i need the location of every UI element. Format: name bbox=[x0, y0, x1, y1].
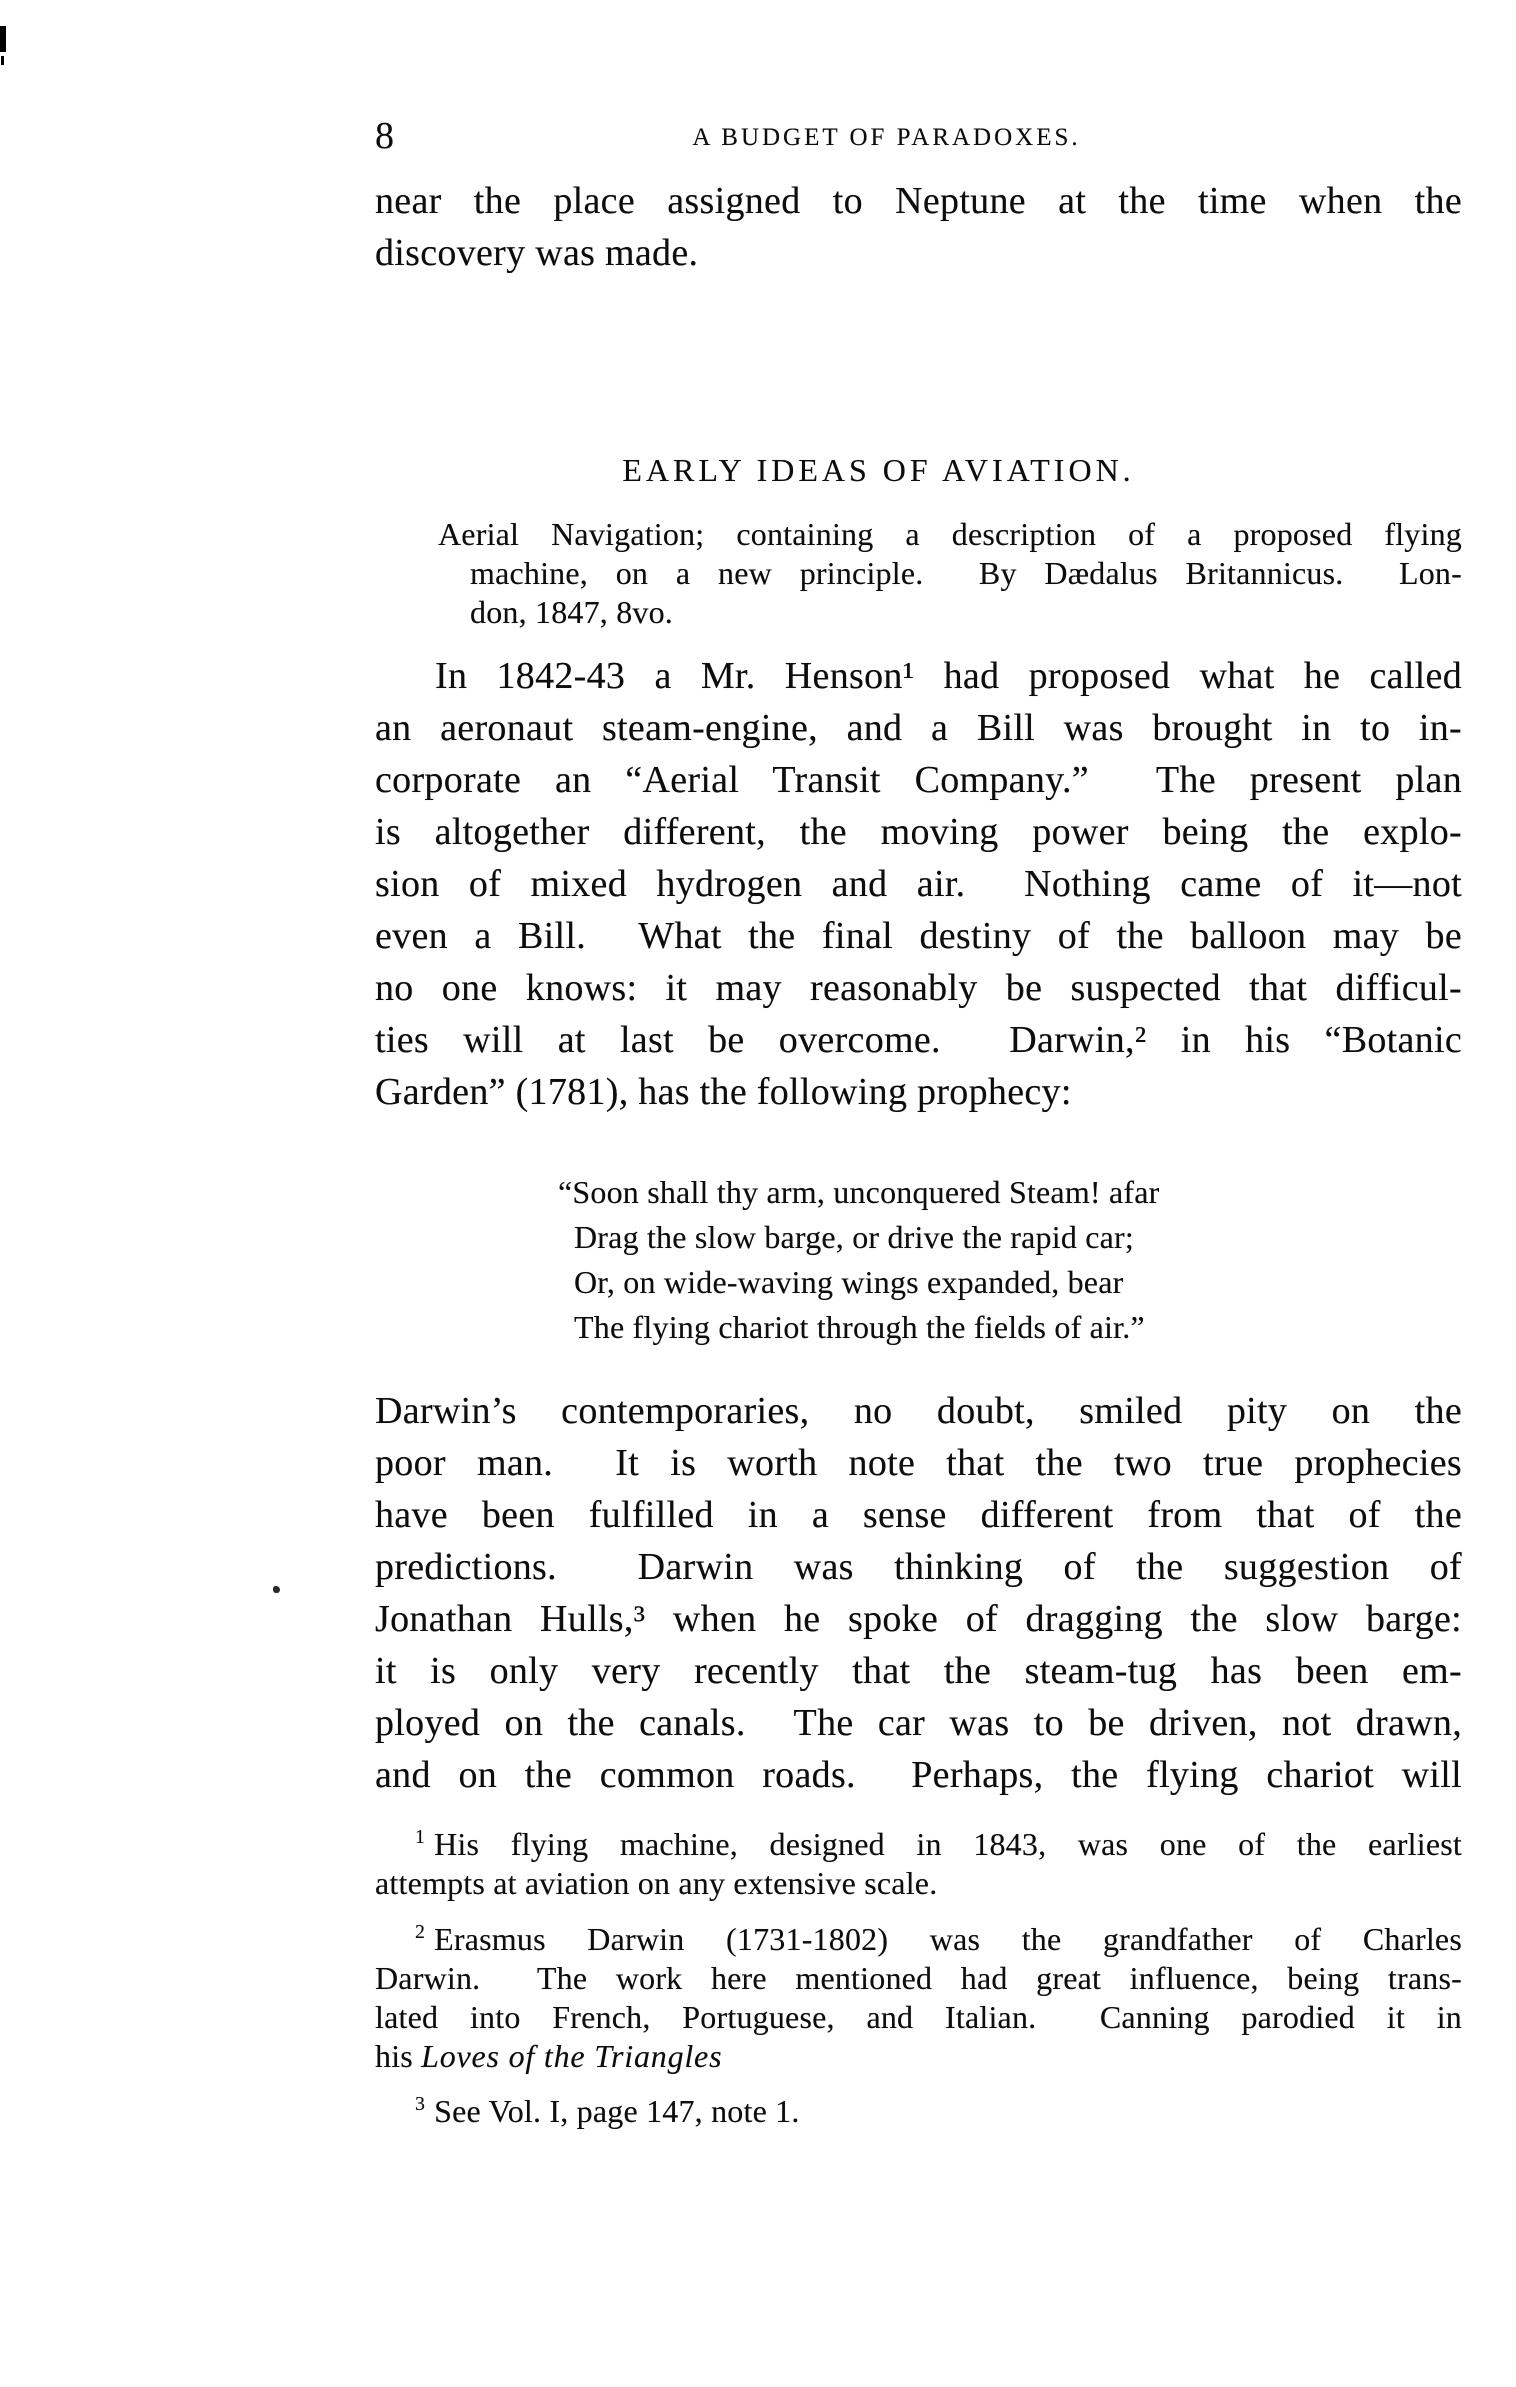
paragraph-line: ployed on the canals. The car was to be driven, not drawn, bbox=[375, 1702, 1462, 1744]
paragraph-line: an aeronaut steam-engine, and a Bill was brought in to in- bbox=[375, 707, 1462, 749]
footnote-marker: 1 bbox=[415, 1826, 426, 1849]
paragraph-line: Darwin’s contemporaries, no doubt, smiled pity on the bbox=[375, 1390, 1462, 1432]
paragraph-line: it is only very recently that the steam-tug has been em- bbox=[375, 1650, 1462, 1692]
paragraph-line: Jonathan Hulls,³ when he spoke of dragging the slow barge: bbox=[375, 1598, 1462, 1640]
paragraph-line: predictions. Darwin was thinking of the suggestion of bbox=[375, 1546, 1462, 1588]
paragraph-line: corporate an “Aerial Transit Company.” The present plan bbox=[375, 759, 1462, 801]
section-heading: EARLY IDEAS OF AVIATION. bbox=[622, 452, 1135, 488]
footnote-marker: 2 bbox=[415, 1921, 426, 1944]
footnote-line bbox=[375, 1825, 1462, 1864]
footnote-3 bbox=[375, 2092, 1462, 2131]
paragraph-line: ties will at last be overcome. Darwin,² in his “Botanic bbox=[375, 1019, 1462, 1061]
body-paragraph-1 bbox=[375, 650, 1462, 1118]
citation-line: Aerial Navigation; containing a description of a proposed flying bbox=[438, 516, 1462, 552]
paragraph-line: no one knows: it may reasonably be suspected that difficul- bbox=[375, 967, 1462, 1009]
footnote-text: Erasmus Darwin (1731-1802) was the grandfather of Charles bbox=[434, 1921, 1462, 1957]
footnote-text: His flying machine, designed in 1843, was one of the earliest bbox=[434, 1826, 1462, 1862]
paragraph-line: and on the common roads. Perhaps, the flying chariot will bbox=[375, 1754, 1462, 1796]
scan-artifact-dot bbox=[1, 56, 4, 65]
scan-speck bbox=[273, 1586, 280, 1593]
running-title: A BUDGET OF PARADOXES. bbox=[692, 124, 1081, 151]
paragraph-line: poor man. It is worth note that the two true prophecies bbox=[375, 1442, 1462, 1484]
body-paragraph-2 bbox=[375, 1385, 1462, 1801]
paragraph-line: Garden” (1781), has the following prophecy: bbox=[375, 1071, 1072, 1113]
page-number: 8 bbox=[375, 115, 394, 157]
footnote-line bbox=[375, 2037, 1462, 2076]
footnote-1 bbox=[375, 1825, 1462, 1903]
footnote-text: his bbox=[375, 2038, 422, 2074]
footnote-line bbox=[375, 2092, 1462, 2131]
text-column bbox=[375, 115, 1462, 2131]
page-header bbox=[375, 115, 1462, 157]
footnote-2 bbox=[375, 1920, 1462, 2076]
footnote-text: See Vol. I, page 147, note 1. bbox=[434, 2093, 800, 2129]
footnote-marker: 3 bbox=[415, 2093, 426, 2116]
paragraph-line: sion of mixed hydrogen and air. Nothing came of it—not bbox=[375, 863, 1462, 905]
paragraph-line: is altogether different, the moving power being the explo- bbox=[375, 811, 1462, 853]
footnote-line: Darwin. The work here mentioned had great influence, being trans- bbox=[375, 1960, 1462, 1996]
footnote-line: lated into French, Portuguese, and Italian. Canning parodied it in bbox=[375, 1999, 1462, 2035]
intro-paragraph bbox=[375, 175, 1462, 279]
footnotes-section bbox=[375, 1825, 1462, 2131]
poem-line: Or, on wide-waving wings expanded, bear bbox=[574, 1264, 1124, 1300]
footnote-italic-title: Loves of the Triangles bbox=[421, 2038, 723, 2074]
poem-line: The flying chariot through the fields of air.” bbox=[574, 1309, 1145, 1345]
poem-line: Drag the slow barge, or drive the rapid car; bbox=[574, 1219, 1135, 1255]
paragraph-line: near the place assigned to Neptune at the time when the bbox=[375, 180, 1462, 222]
citation-line: don, 1847, 8vo. bbox=[470, 594, 673, 630]
paragraph-line: discovery was made. bbox=[375, 232, 699, 274]
citation-line: machine, on a new principle. By Dædalus Britannicus. Lon- bbox=[470, 555, 1462, 591]
citation-block bbox=[375, 515, 1462, 632]
footnote-line: attempts at aviation on any extensive scale. bbox=[375, 1865, 938, 1901]
poem-line: “Soon shall thy arm, unconquered Steam! afar bbox=[558, 1174, 1160, 1210]
poem-blockquote bbox=[375, 1170, 1462, 1350]
paragraph-line: In 1842-43 a Mr. Henson¹ had proposed what he called bbox=[435, 655, 1462, 697]
paragraph-line: even a Bill. What the final destiny of the balloon may be bbox=[375, 915, 1462, 957]
scan-artifact-mark bbox=[0, 26, 6, 52]
footnote-line bbox=[375, 1920, 1462, 1959]
paragraph-line: have been fulfilled in a sense different from that of the bbox=[375, 1494, 1462, 1536]
